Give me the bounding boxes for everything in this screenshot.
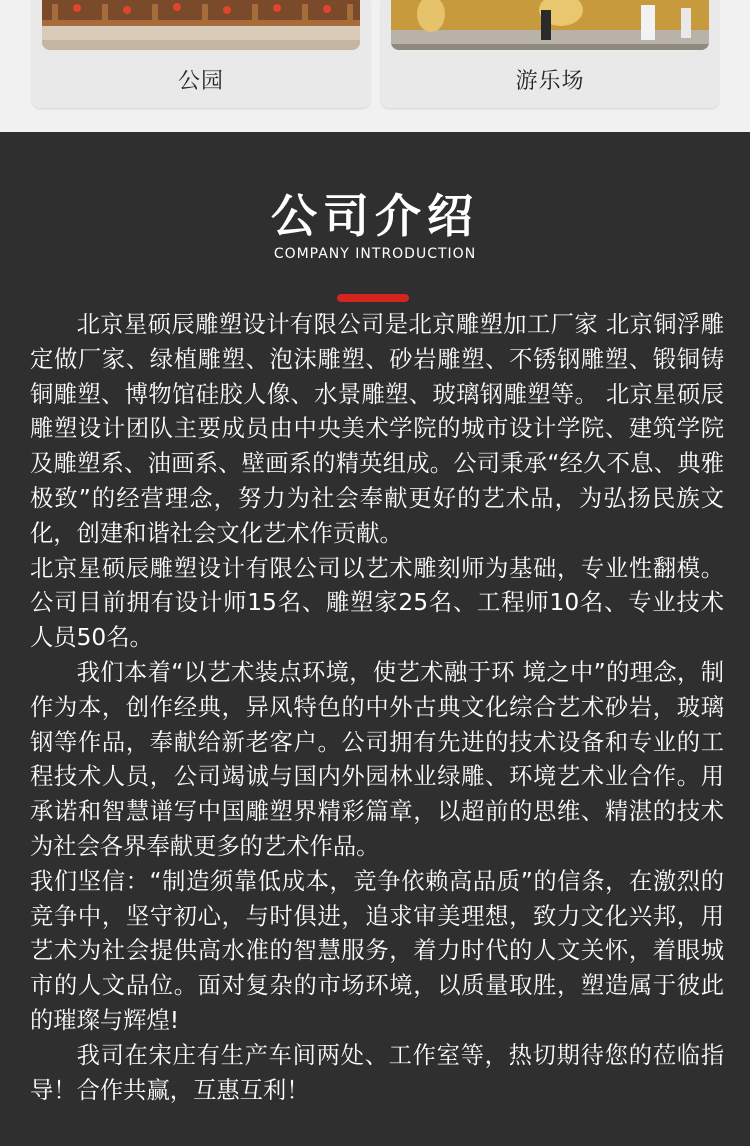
category-cards-section bbox=[0, 0, 750, 132]
category-card-amusement-park[interactable] bbox=[381, 0, 719, 108]
intro-paragraph: 我们本着“以艺术装点环境，使艺术融于环 境之中”的理念，制作为本，创作经典，异风特色的中外古典文化综合艺术砂岩，玻璃钢等作品，奉献给新老客户。公司拥有先进的技术设备和专业的工程技术人员，公司竭诚与国内外园林业绿雕、环境艺术业合作。用承诺和智慧谱写中国雕塑界精彩篇章，以超前的思维、精湛的技术为社会各界奉献更多的艺术作品。 bbox=[30, 658, 724, 860]
section-subtitle: COMPANY INTRODUCTION bbox=[273, 246, 477, 262]
park-photo bbox=[42, 0, 360, 50]
intro-paragraph: 北京星硕辰雕塑设计有限公司是北京雕塑加工厂家 北京铜浮雕定做厂家、绿植雕塑、泡沫雕塑、砂岩雕塑、不锈钢雕塑、锻铜铸铜雕塑、博物馆硅胶人像、水景雕塑、玻璃钢雕塑等。 北京星硕辰雕塑设计团队主要成员由中央美术学院的城市设计学院、建筑学院及雕塑系、油画系、壁画系的精英组成。公司秉承“经久不息、典雅极致”的经营理念，努力为社会奉献更好的艺术品，为弘扬民族文化，创建和谐社会文化艺术作贡献。 bbox=[30, 311, 724, 547]
category-card-park[interactable] bbox=[32, 0, 370, 108]
title-accent-bar bbox=[337, 294, 409, 302]
section-title: 公司介绍 bbox=[271, 189, 479, 243]
category-card-label: 游乐场 bbox=[515, 69, 585, 94]
intro-paragraph: 北京星硕辰雕塑设计有限公司以艺术雕刻师为基础，专业性翻模。公司目前拥有设计师15名、雕塑家25名、工程师10名、专业技术人员50名。 bbox=[30, 554, 724, 652]
intro-paragraph: 我们坚信：“制造须靠低成本，竞争依赖高品质”的信条，在激烈的竞争中，坚守初心，与时俱进，追求审美理想，致力文化兴邦，用艺术为社会提供高水准的智慧服务，着力时代的人文关怀，着眼城市的人文品位。面对复杂的市场环境，以质量取胜，塑造属于彼此的璀璨与辉煌! bbox=[30, 867, 724, 1034]
company-introduction-section bbox=[0, 132, 750, 1146]
introduction-text bbox=[30, 308, 724, 1108]
amusement-park-photo bbox=[391, 0, 709, 50]
category-card-label: 公园 bbox=[177, 69, 224, 94]
intro-paragraph: 我司在宋庄有生产车间两处、工作室等，热切期待您的莅临指导！合作共赢，互惠互利！ bbox=[30, 1041, 724, 1104]
